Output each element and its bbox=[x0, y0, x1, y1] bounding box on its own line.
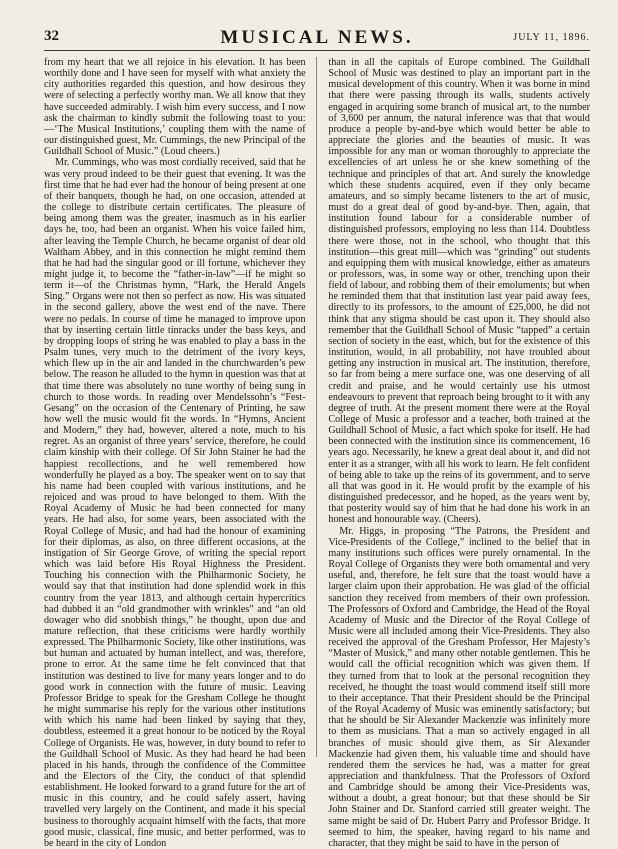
column-rule bbox=[316, 57, 329, 757]
article-columns bbox=[44, 57, 590, 849]
left-column bbox=[44, 57, 306, 849]
page-header bbox=[44, 28, 590, 51]
masthead-title: MUSICAL NEWS. bbox=[220, 27, 414, 48]
paragraph: Mr. Higgs, in proposing “The Patrons, the President and Vice-Presidents of the College,” inclined to the belief that in many institutions such offices were purely ornamental. In the Royal College of Organists they were both ornamental and very useful, and, therefore, he felt sure that the toast would have a larger claim upon their approbation. He was glad of the official sanction they received from members of their own profession. The Professors of Oxford and Cambridge, the Head of the Royal Academy of Music and the Director of the Royal College of Music were all included among their Vice-Presidents. They also received the approval of the Gresham Professor, Her Majesty’s “Master of Musick,” and many other notable gentlemen. This he would call the official recognition which was given them. If they turned from that to look at the personal recognition they received, he thought the toast would commend itself still more to their acceptance. That their President should be the Principal of the Royal Academy of Music was eminently satisfactory; but that he should be Sir Alexander Mackenzie was infinitely more to them as musicians. That a man so actively engaged in all branches of music should give them, as Sir Alexander Mackenzie had given them, his valuable time and should have rendered them the services he had, was a matter for great appreciation and thankfulness. That the Professors of Oxford and Cambridge should be among their Vice-Presidents was, without a doubt, a great honour; but that these should be Sir John Stainer and Dr. Stanford carried still greater weight. The same might be said of Dr. Hubert Parry and Professor Bridge. It seemed to him, the speaker, having regard to his name and character, that they might be said to have in the person of bbox=[328, 525, 590, 849]
page-number: 32 bbox=[44, 28, 59, 44]
paragraph: from my heart that we all rejoice in his elevation. It has been worthily done and I have seen for myself with what anxiety the city authorities regarded this question, and how desirous they were of selecting a perfectly worthy man. We all know that they have succeeded admirably. I wish him every success, and I now ask the chairman to kindly submit the following toast to you:—‘The Musical Institutions,’ coupling them with the name of our distinguished guest, Mr. Cummings, the new Principal of the Guildhall School of Music.” (Loud cheers.) bbox=[44, 57, 306, 158]
paragraph: Mr. Cummings, who was most cordially received, said that he was very proud indeed to be their guest that evening. It was the first time that he had ever had the honour of being present at one of their banquets, though he had, on one occasion, attended at the college to distribute certain certificates. The pleasure of being among them was the greater, inasmuch as in his earlier days he, too, had been an organist. When his voice failed him, after leaving the Temple Church, he became organist of dear old Waltham Abbey, and in this connection he might remind them that he had had the singular good or ill fortune, whichever they might judge it, to become the “father-in-law”—if he might so term it—of the Christmas hymn, “Hark, the Herald Angels Sing.” Organs were not then so perfect as now. His was situated in the second gallery, above the west end of the nave. There were no pedals. In course of time he managed to improve upon that by inserting certain little tinracks under the bass keys, and by dropping loops of string he was enabled to play a bass in the Psalm tunes, very much to the detriment of the ivory keys, which flew up in the air and landed in the churchwarden’s pew below. The reason he alluded to the hymn in question was that at that time there was absolutely no tune worthy of being sung in church to those words. In reading over Mendelssohn’s “Fest-Gesang” on the occasion of the Centenary of Printing, he saw how well the music would fit the words. In “Hymns, Ancient and Modern,” they had, however, altered a note, much to his regret. As an organist of three years’ service, therefore, he could claim kinship with their college. Of Sir John Stainer he had the happiest recollections, and he well remembered how wonderfully he played as a boy. The speaker went on to say that his name had been coupled with various institutions, and he rejoiced and was proud to have belonged to them. With the Royal Academy of Music he had been connected for many years. He had also, for some years, been associated with the Royal College of Music, and had had the honour of examining for their diplomas, as also, on three different occasions, at the instigation of Sir George Grove, of writing the special report which was laid before His Royal Highness the President. Touching his connection with the Philharmonic Society, he would say that that institution had done splendid work in this country from the year 1813, and although certain hypercritics had dubbed it an “old grandmother with wrinkles” and “an old dowager who did snobbish things,” he thought, upon due and mature reflection, that these criticisms were hardly worthily expressed. The Philharmonic Society, like other institutions, was but human and actuated by human intellect, and was, therefore, prone to error. At the same time he felt convinced that that institution was destined to live for many years longer and to do good work in connection with the future of music. Leaving Professor Bridge to speak for the Gresham College he thought he might summarise his reply for the various other institutions with which his name had been linked by saying that they, doubtless, esteemed it a great honour to be noticed by the Royal College of Organists. He was, however, in duty bound to refer to the Guildhall School of Music. As they had heard he had been placed in his hands, through the confidence of the Committee and the Electors of the City, the conduct of that splendid establishment. He looked forward to a grand future for the art of music in this country, and he could safely assert, having travelled very largely on the Continent, and made it his special business to thoroughly acquaint himself with the facts, that more good music, classical, fine music, and better performed, was to be heard in the city of London bbox=[44, 157, 306, 849]
paragraph: than in all the capitals of Europe combined. The Guildhall School of Music was destined to play an important part in the musical development of this country. When it was borne in mind that there were passing through its walls, students actively engaged in acquiring some branch of musical art, to the number of 3,600 per annum, the natural inference was that that would produce a people by-and-bye which would better be able to appreciate the glories and the beauties of music. It was impossible for any man or woman thoroughly to appreciate the excellencies of art unless he or she knew something of the technique and principles of that art. And surely the knowledge which these students acquired, even if they only became amateurs, and so simply became listeners to the art of music, must do a great deal of good by-and-bye. Then, again, that institution found labour for a considerable number of distinguished professors, employing no less than 114. Doubtless there were those, not in the school, who thought that this institution—this great mill—which was “grinding” out students and equipping them with musical knowledge, either as amateurs or professors, was, in some way or other, trenching upon their field of labour, and robbing them of their emoluments; but when he reminded them that that institution last year paid away fees, directly to its professors, to the amount of £25,000, he did not think that any stigma should be cast upon it. They should also remember that the Guildhall School of Music “tapped” a certain section of society in the east, which, but for the existence of this institution, would, in all probability, not have troubled about getting any instruction in musical art. The institution, therefore, so far from being a mere surface one, was one deserving of all credit and praise, and he would certainly use his utmost endeavours to prevent that reproach being brought to it with any degree of truth. At the present moment there were at the Royal College of Music a professor and a teacher, both trained at the Guildhall School of Music, a fact which spoke for itself. He had been connected with the institution since its commencement, 16 years ago. Necessarily, he knew a great deal about it, and did not enter it as a stranger, with all his work to learn. He felt confident of being able to take up the reins of its government, and to serve all that was good in it. He would profit by the example of his distinguished predecessor, and he hoped, as the years went by, that posterity would say of him that he had done his work in an honest and honourable way. (Cheers). bbox=[328, 57, 590, 526]
issue-date: JULY 11, 1896. bbox=[513, 32, 590, 43]
right-column bbox=[328, 57, 590, 849]
